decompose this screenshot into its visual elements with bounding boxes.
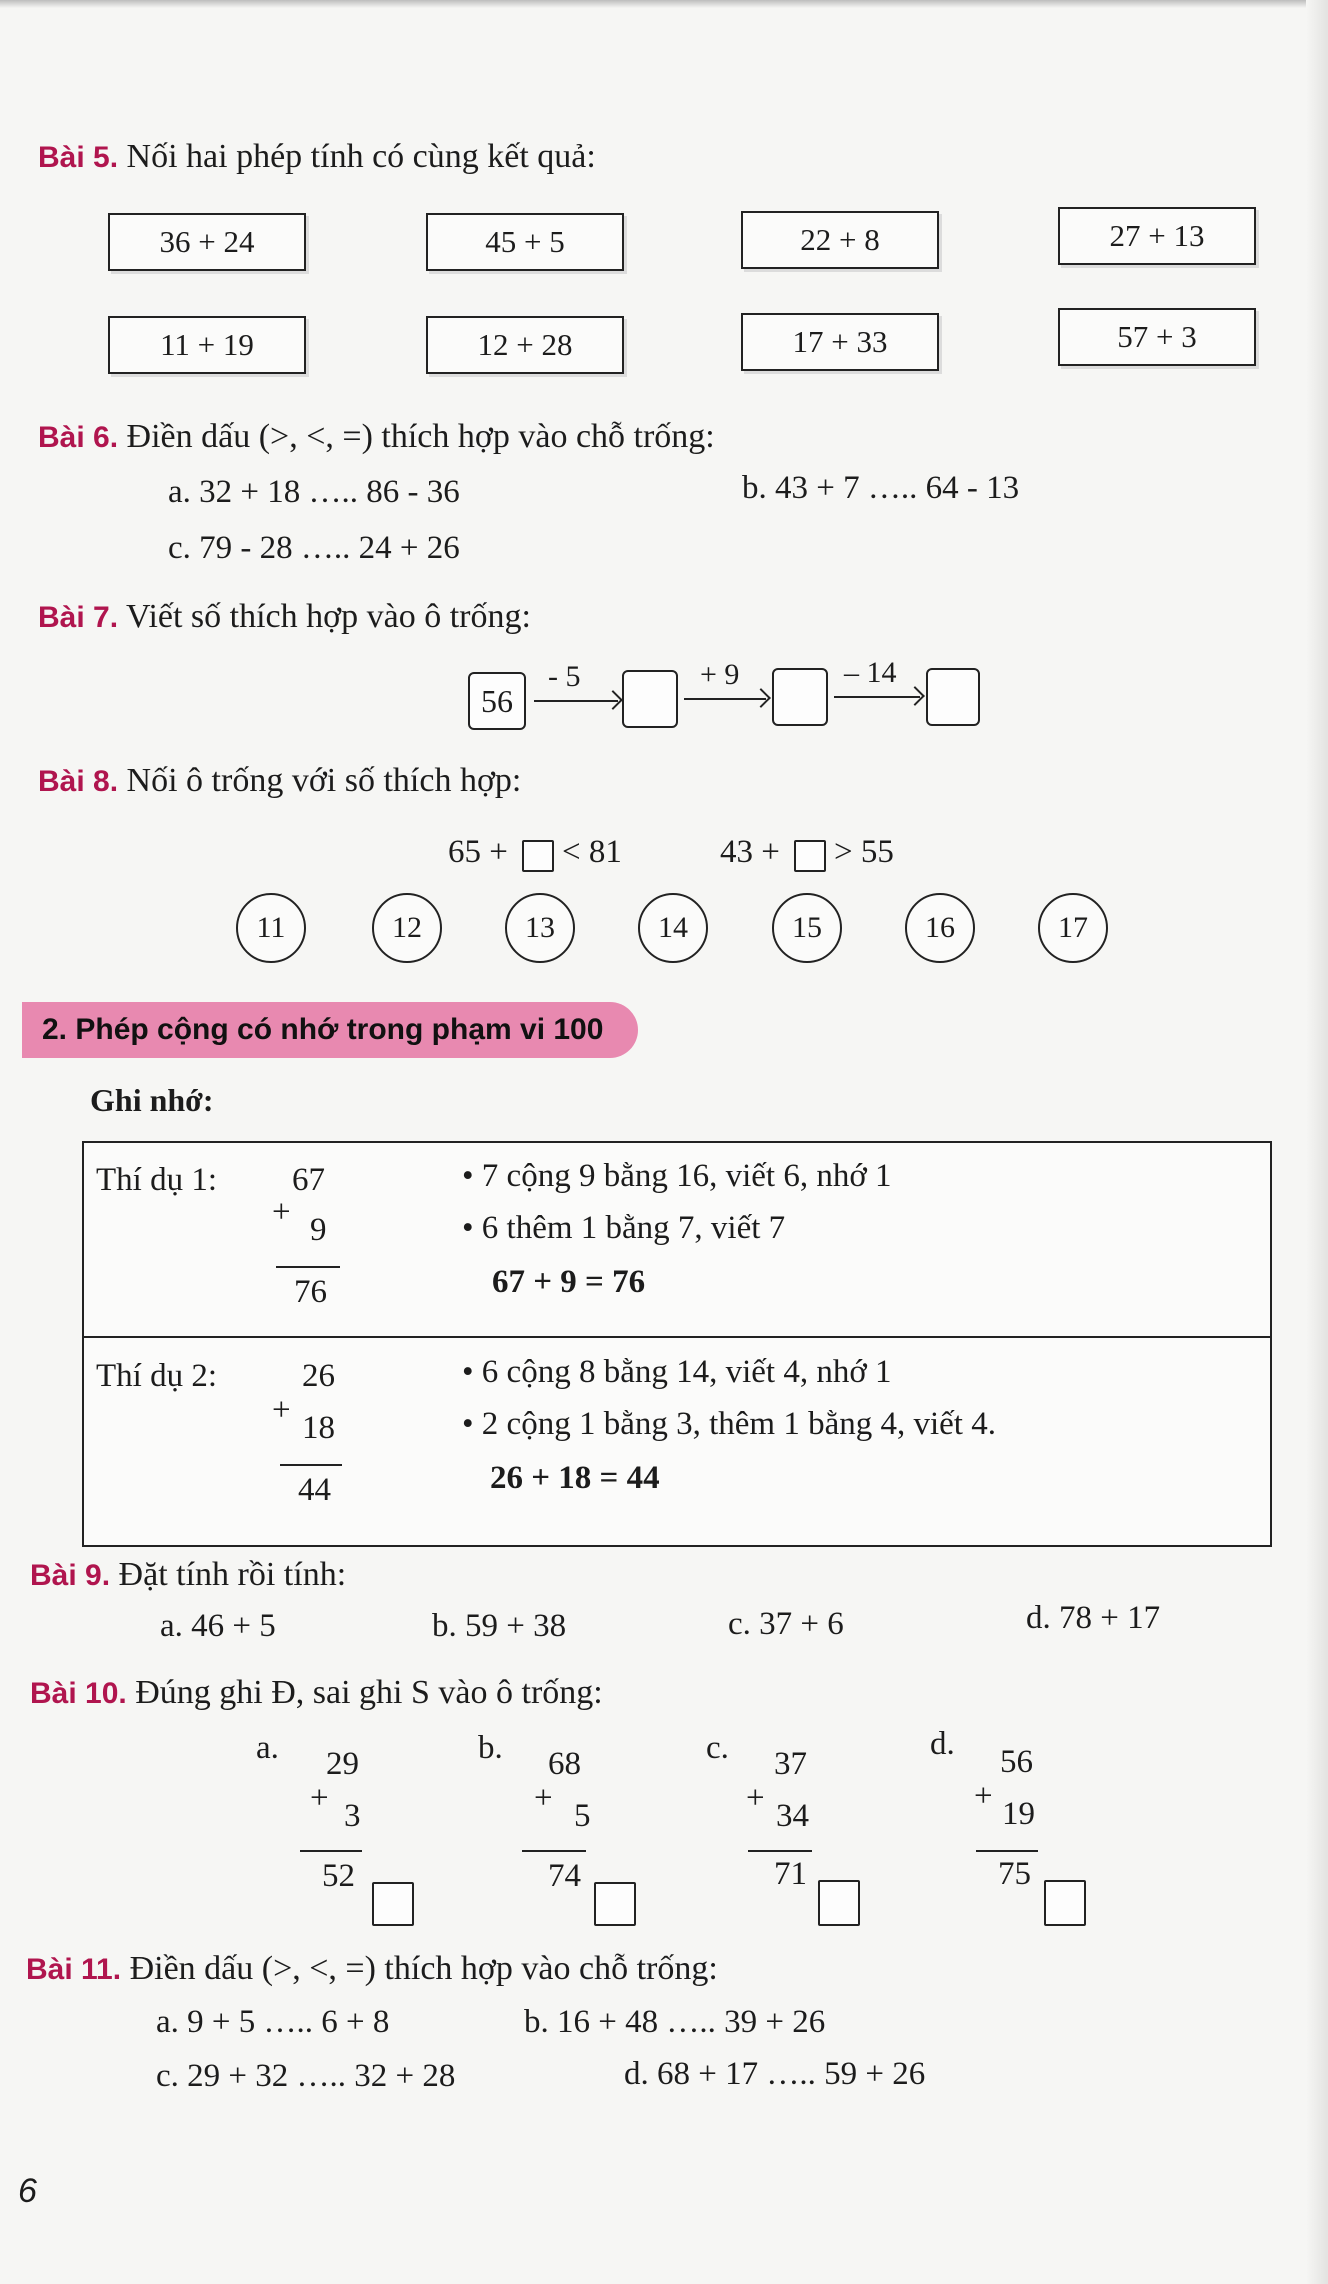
section-2-title: 2. Phép cộng có nhớ trong phạm vi 100 [42, 1013, 604, 1046]
bai10-d-plus: + [974, 1778, 993, 1814]
bai6-b: b. 43 + 7 ….. 64 - 13 [742, 470, 1020, 506]
ghi-nho-box [82, 1141, 1272, 1547]
bai9-title [30, 1556, 346, 1594]
bai7-op3: – 14 [844, 656, 897, 689]
bai10-c-result: 71 [774, 1856, 807, 1892]
bai8-expr2-left: 43 + [720, 834, 780, 870]
bai10-c-line [748, 1850, 812, 1852]
bai10-b-letter: b. [478, 1730, 503, 1766]
bai8-expr1-left: 65 + [448, 834, 508, 870]
bai9-b: b. 59 + 38 [432, 1608, 567, 1644]
bai8-circle-12[interactable]: 12 [372, 893, 442, 963]
bai10-b-top: 68 [548, 1746, 581, 1782]
bai5-box-7[interactable]: 17 + 33 [741, 313, 939, 371]
bai5-box-8[interactable]: 57 + 3 [1058, 308, 1256, 366]
bai8-circle-14[interactable]: 14 [638, 893, 708, 963]
bai8-circle-13[interactable]: 13 [505, 893, 575, 963]
bai10-text: Đúng ghi Đ, sai ghi S vào ô trống: [135, 1674, 603, 1711]
ex2-sum-line [280, 1464, 342, 1466]
bai7-arrow-2 [684, 698, 766, 700]
bai7-op2: + 9 [700, 658, 740, 691]
bai10-a-top: 29 [326, 1746, 359, 1782]
bai10-c-answer-box[interactable] [818, 1880, 860, 1926]
bai11-c: c. 29 + 32 ….. 32 + 28 [156, 2058, 456, 2094]
ex1-bottom: 9 [310, 1212, 327, 1248]
ex2-label: Thí dụ 2: [96, 1358, 217, 1394]
bai5-box-4[interactable]: 27 + 13 [1058, 207, 1256, 265]
bai10-label: Bài 10. [30, 1677, 127, 1710]
bai8-circle-11[interactable]: 11 [236, 893, 306, 963]
bai9-a: a. 46 + 5 [160, 1608, 276, 1644]
bai10-a-letter: a. [256, 1730, 279, 1766]
bai10-b-line [522, 1850, 586, 1852]
bai7-op1: - 5 [548, 660, 581, 693]
bai5-title [38, 138, 596, 176]
bai10-a-line [300, 1850, 362, 1852]
bai8-circle-17[interactable]: 17 [1038, 893, 1108, 963]
bai8-expr2-right: > 55 [834, 834, 894, 870]
bai7-title [38, 598, 531, 636]
bai11-b: b. 16 + 48 ….. 39 + 26 [524, 2004, 826, 2040]
bai8-circle-16[interactable]: 16 [905, 893, 975, 963]
ex2-top: 26 [302, 1358, 335, 1394]
bai10-b-answer-box[interactable] [594, 1882, 636, 1926]
bai11-text: Điền dấu (>, <, =) thích hợp vào chỗ trống: [129, 1950, 718, 1987]
bai10-c-top: 37 [774, 1746, 807, 1782]
bai7-arrow-1 [534, 700, 618, 702]
bai6-text: Điền dấu (>, <, =) thích hợp vào chỗ trống: [126, 418, 715, 455]
bai7-blank-2[interactable] [772, 668, 828, 726]
bai8-expr1-right: < 81 [562, 834, 622, 870]
bai7-blank-1[interactable] [622, 670, 678, 728]
bai7-text: Viết số thích hợp vào ô trống: [125, 598, 531, 635]
bai10-c-plus: + [746, 1780, 765, 1816]
bai10-c-bottom: 34 [776, 1798, 809, 1834]
bai5-box-3[interactable]: 22 + 8 [741, 211, 939, 269]
bai7-blank-3[interactable] [926, 668, 980, 726]
bai8-circle-15[interactable]: 15 [772, 893, 842, 963]
bai10-c-letter: c. [706, 1730, 729, 1766]
page-number: 6 [18, 2172, 37, 2210]
bai11-a: a. 9 + 5 ….. 6 + 8 [156, 2004, 390, 2040]
bai8-text: Nối ô trống với số thích hợp: [126, 762, 522, 799]
bai6-title [38, 418, 715, 456]
bai7-start-box: 56 [468, 672, 526, 730]
bai8-title [38, 762, 521, 800]
ex2-plus: + [272, 1392, 291, 1428]
bai10-b-plus: + [534, 1780, 553, 1816]
page-right-shadow [1306, 0, 1328, 2284]
ex1-step1: • 7 cộng 9 bằng 16, viết 6, nhớ 1 [462, 1158, 892, 1194]
ex1-sum-line [276, 1266, 340, 1268]
section-2-banner [22, 1002, 638, 1058]
bai5-text: Nối hai phép tính có cùng kết quả: [126, 138, 596, 175]
bai5-box-5[interactable]: 11 + 19 [108, 316, 306, 374]
bai11-label: Bài 11. [26, 1953, 122, 1986]
bai5-label: Bài 5. [38, 141, 119, 174]
bai8-label: Bài 8. [38, 765, 119, 798]
bai10-title [30, 1674, 603, 1712]
ex2-step2: • 2 cộng 1 bằng 3, thêm 1 bằng 4, viết 4. [462, 1406, 996, 1442]
page-top-shadow [0, 0, 1328, 8]
bai9-d: d. 78 + 17 [1026, 1600, 1161, 1636]
bai8-blank-1[interactable] [522, 840, 554, 872]
ex1-plus: + [272, 1194, 291, 1230]
bai10-d-bottom: 19 [1002, 1796, 1035, 1832]
ghi-nho-label: Ghi nhớ: [90, 1082, 214, 1118]
bai11-d: d. 68 + 17 ….. 59 + 26 [624, 2056, 926, 2092]
bai10-d-top: 56 [1000, 1744, 1033, 1780]
ex1-label: Thí dụ 1: [96, 1162, 217, 1198]
bai8-blank-2[interactable] [794, 840, 826, 872]
bai10-a-result: 52 [322, 1858, 355, 1894]
bai10-b-bottom: 5 [574, 1798, 591, 1834]
bai10-d-line [976, 1850, 1038, 1852]
bai6-a: a. 32 + 18 ….. 86 - 36 [168, 474, 460, 510]
bai6-label: Bài 6. [38, 421, 119, 454]
bai10-d-letter: d. [930, 1726, 955, 1762]
bai6-c: c. 79 - 28 ….. 24 + 26 [168, 530, 460, 566]
bai7-arrow-3 [834, 696, 920, 698]
bai10-b-result: 74 [548, 1858, 581, 1894]
bai10-a-answer-box[interactable] [372, 1882, 414, 1926]
bai5-box-2[interactable]: 45 + 5 [426, 213, 624, 271]
bai9-c: c. 37 + 6 [728, 1606, 844, 1642]
bai10-a-plus: + [310, 1780, 329, 1816]
ex2-step1: • 6 cộng 8 bằng 14, viết 4, nhớ 1 [462, 1354, 892, 1390]
ex2-result: 44 [298, 1472, 331, 1508]
ex1-summary: 67 + 9 = 76 [492, 1264, 646, 1300]
bai10-d-result: 75 [998, 1856, 1031, 1892]
bai10-a-bottom: 3 [344, 1798, 361, 1834]
bai5-box-1[interactable]: 36 + 24 [108, 213, 306, 271]
bai5-box-6[interactable]: 12 + 28 [426, 316, 624, 374]
ex1-result: 76 [294, 1274, 327, 1310]
ex1-step2: • 6 thêm 1 bằng 7, viết 7 [462, 1210, 786, 1246]
ex2-summary: 26 + 18 = 44 [490, 1460, 660, 1496]
bai9-label: Bài 9. [30, 1559, 111, 1592]
bai11-title [26, 1950, 718, 1988]
ex1-top: 67 [292, 1162, 325, 1198]
bai7-label: Bài 7. [38, 601, 119, 634]
bai9-text: Đặt tính rồi tính: [118, 1556, 347, 1593]
ghi-nho-divider [82, 1336, 1272, 1338]
bai10-d-answer-box[interactable] [1044, 1880, 1086, 1926]
ex2-bottom: 18 [302, 1410, 335, 1446]
